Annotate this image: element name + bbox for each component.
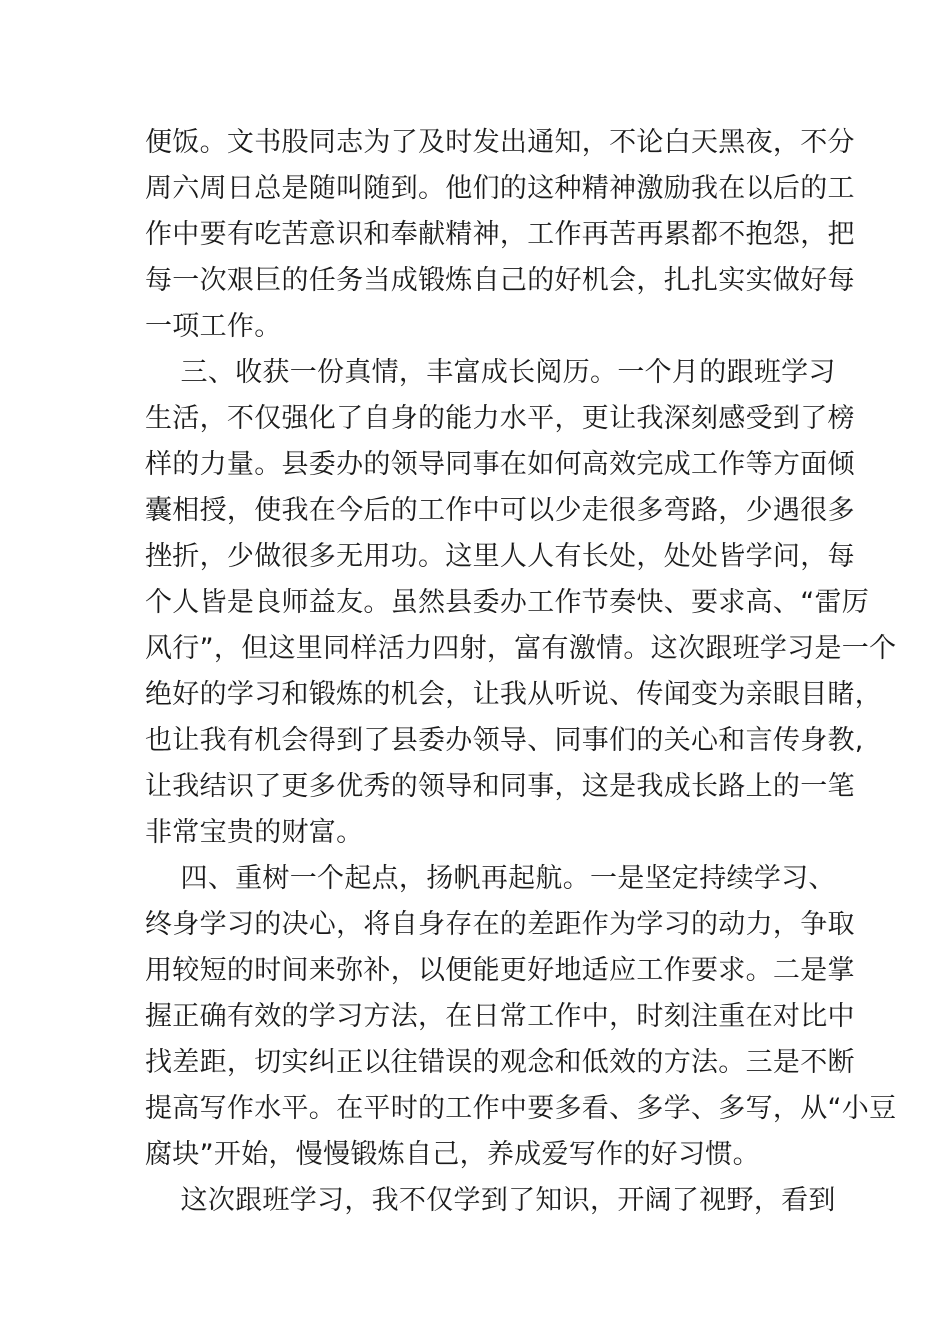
text-line: 一项工作。 xyxy=(145,311,282,342)
text-line: 风行”，但这里同样活力四射，富有激情。这次跟班学习是一个 xyxy=(145,633,897,664)
text-line: 生活，不仅强化了自身的能力水平，更让我深刻感受到了榜 xyxy=(145,403,855,434)
text-line: 囊相授，使我在今后的工作中可以少走很多弯路，少遇很多 xyxy=(145,495,855,526)
text-line: 找差距，切实纠正以往错误的观念和低效的方法。三是不断 xyxy=(145,1047,855,1078)
text-line: 作中要有吃苦意识和奉献精神，工作再苦再累都不抱怨，把 xyxy=(145,219,855,250)
text-line: 用较短的时间来弥补，以便能更好地适应工作要求。二是掌 xyxy=(145,955,855,986)
text-line: 腐块”开始，慢慢锻炼自己，养成爱写作的好习惯。 xyxy=(145,1139,760,1170)
text-line: 周六周日总是随叫随到。他们的这种精神激励我在以后的工 xyxy=(145,173,855,204)
body-text xyxy=(145,120,897,1224)
text-line: 挫折，少做很多无用功。这里人人有长处，处处皆学问，每 xyxy=(145,541,855,572)
text-line: 非常宝贵的财富。 xyxy=(145,817,364,848)
text-line: 便饭。文书股同志为了及时发出通知，不论白天黑夜，不分 xyxy=(145,127,855,158)
text-line: 握正确有效的学习方法，在日常工作中，时刻注重在对比中 xyxy=(145,1001,855,1032)
text-line: 让我结识了更多优秀的领导和同事，这是我成长路上的一笔 xyxy=(145,771,855,802)
text-line: 也让我有机会得到了县委办领导、同事们的关心和言传身教, xyxy=(145,725,864,756)
section-three-heading-line: 三、收获一份真情，丰富成长阅历。一个月的跟班学习 xyxy=(145,357,836,388)
text-line: 样的力量。县委办的领导同事在如何高效完成工作等方面倾 xyxy=(145,449,855,480)
text-line: 绝好的学习和锻炼的机会，让我从听说、传闻变为亲眼目睹， xyxy=(145,679,883,710)
text-line: 终身学习的决心，将自身存在的差距作为学习的动力，争取 xyxy=(145,909,855,940)
section-four-heading-line: 四、重树一个起点，扬帆再起航。一是坚定持续学习、 xyxy=(145,863,836,894)
closing-paragraph-line: 这次跟班学习，我不仅学到了知识，开阔了视野，看到 xyxy=(145,1185,836,1216)
text-line: 每一次艰巨的任务当成锻炼自己的好机会，扎扎实实做好每 xyxy=(145,265,855,296)
text-line: 个人皆是良师益友。虽然县委办工作节奏快、要求高、“雷厉 xyxy=(145,587,870,618)
text-line: 提高写作水平。在平时的工作中要多看、多学、多写，从“小豆 xyxy=(145,1093,897,1124)
